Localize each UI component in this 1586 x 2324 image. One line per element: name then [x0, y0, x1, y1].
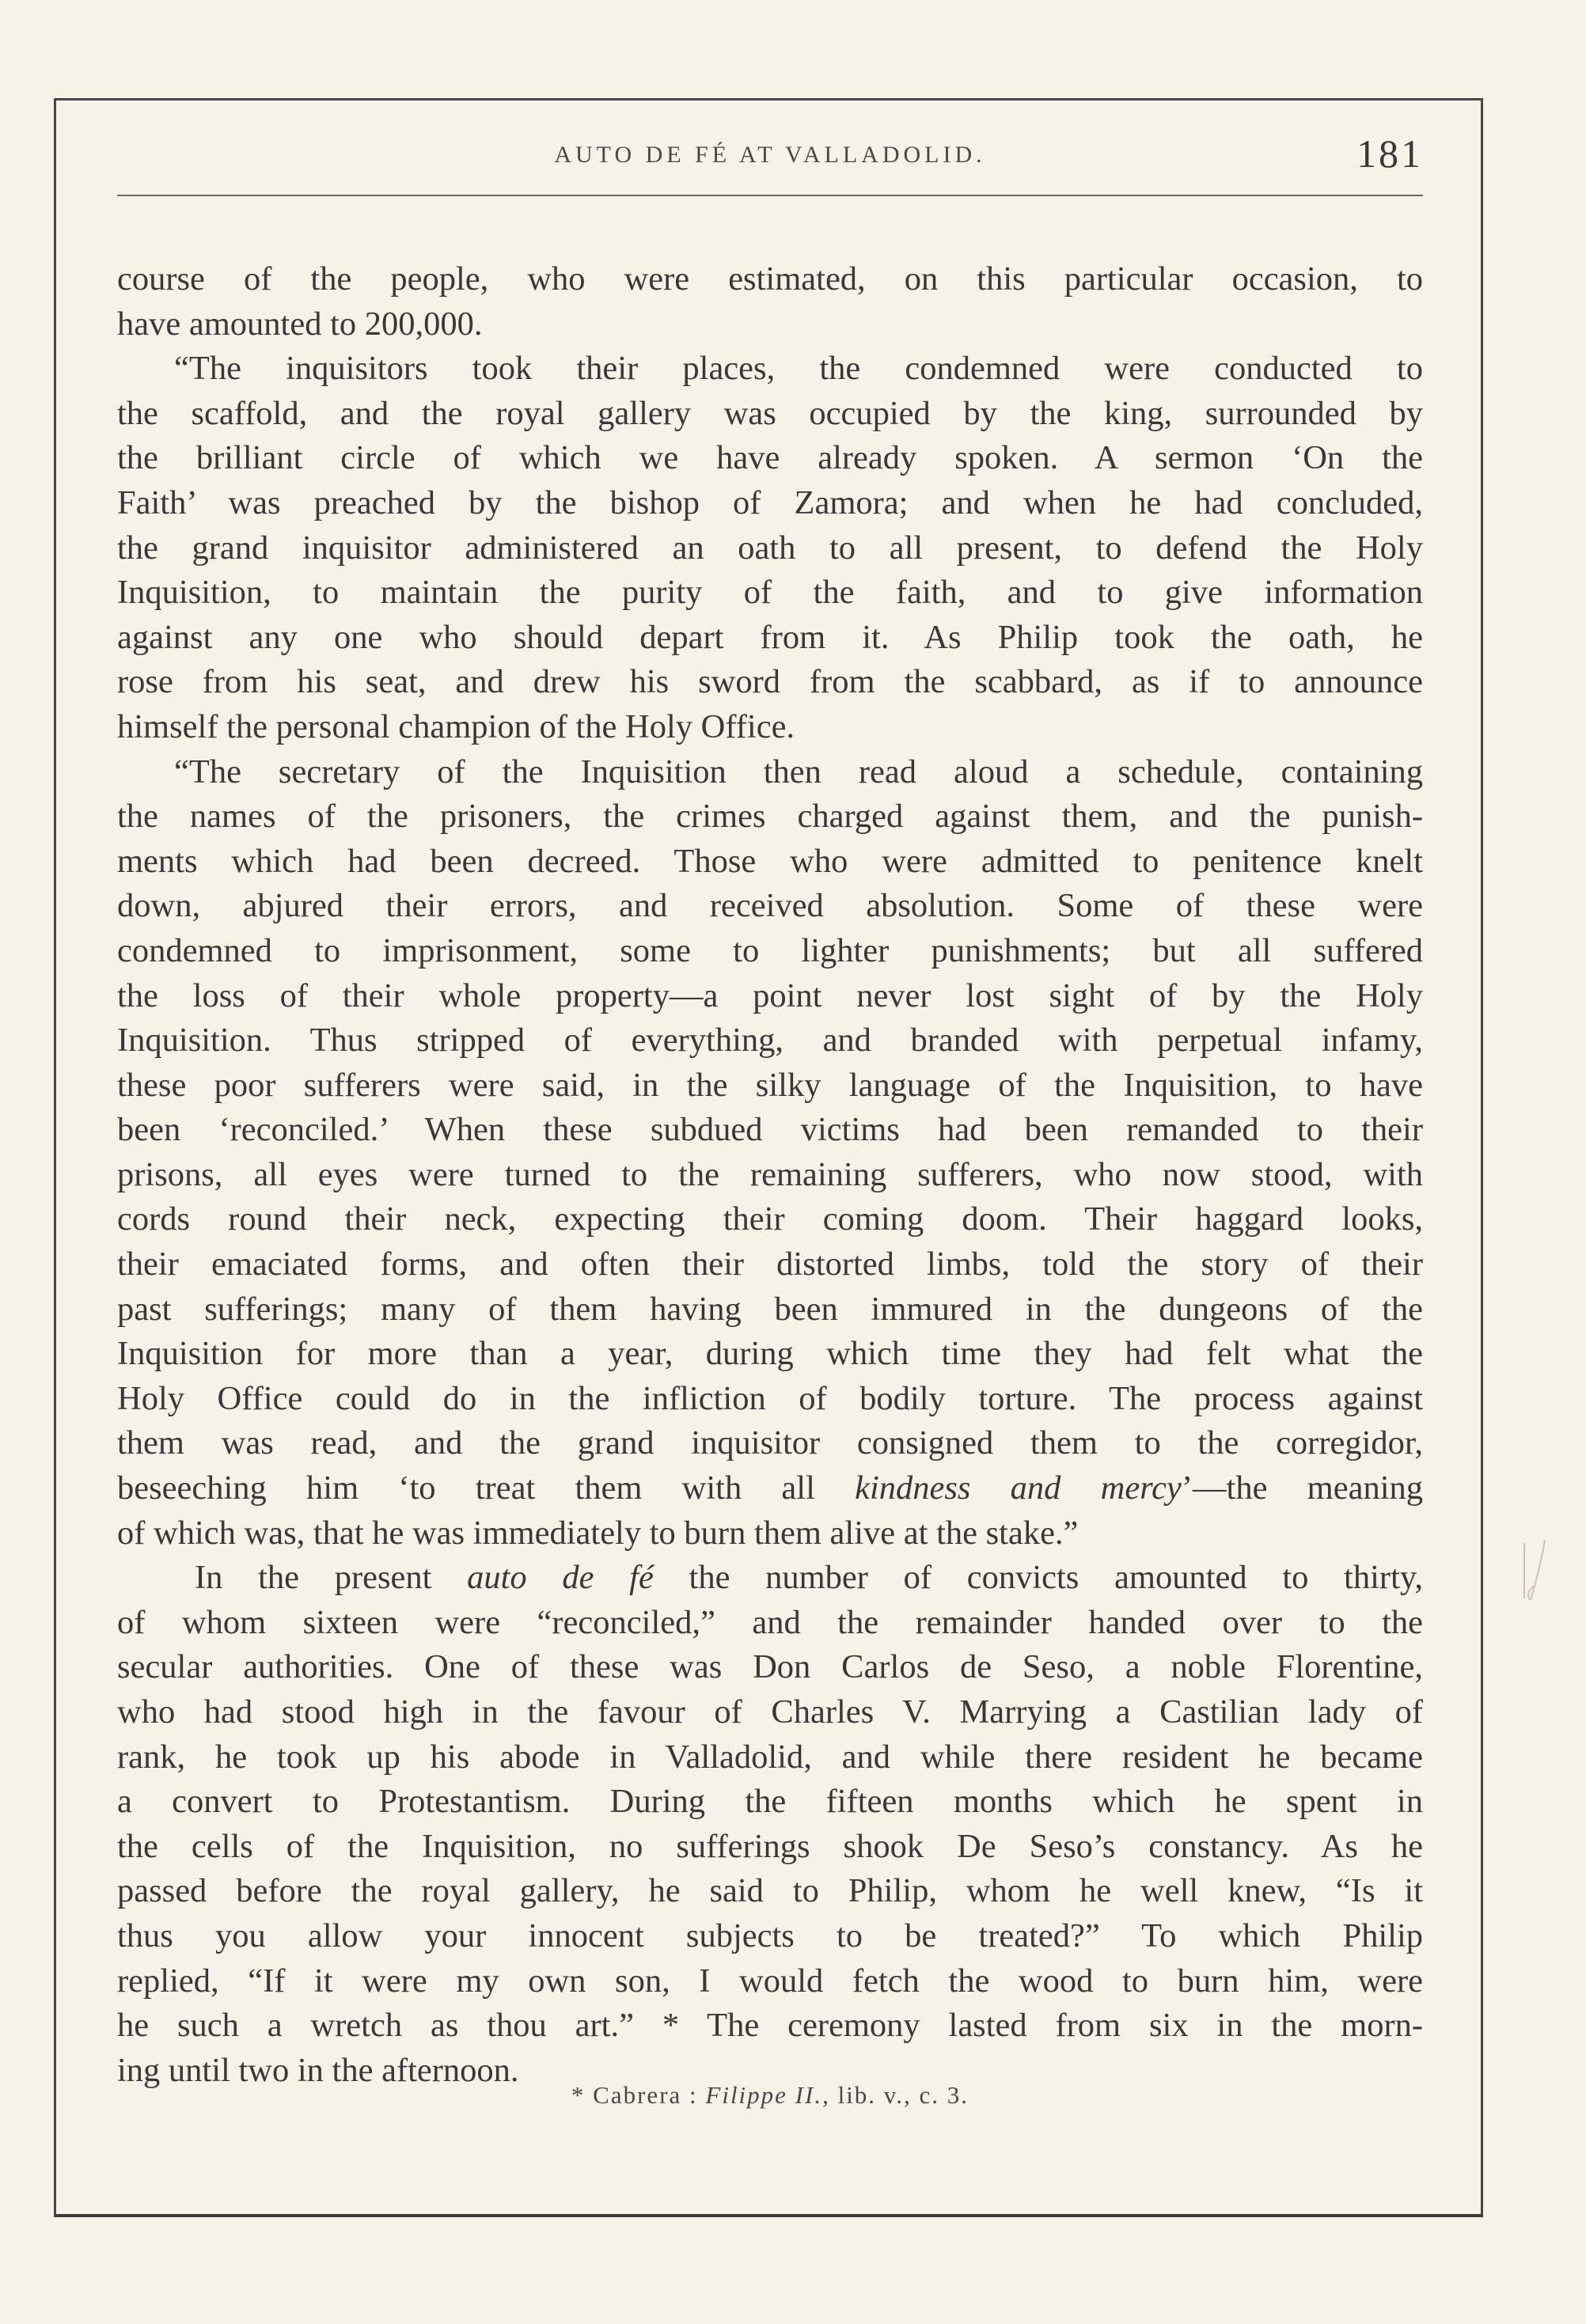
text-line: Holy Office could do in the infliction of bodily torture. The process against [117, 1379, 1423, 1417]
text-line: condemned to imprisonment, some to lighter punishments; but all suffered [117, 931, 1423, 969]
text-line: the cells of the Inquisition, no sufferings shook De Seso’s constancy. As he [117, 1827, 1423, 1865]
body-text [117, 257, 1423, 2093]
text-line: Faith’ was preached by the bishop of Zamora; and when he had concluded, [117, 483, 1423, 521]
header-rule [117, 195, 1423, 196]
text-line: a convert to Protestantism. During the fifteen months which he spent in [117, 1783, 1423, 1821]
text-line: prisons, all eyes were turned to the remaining sufferers, who now stood, with [117, 1155, 1423, 1193]
text-line: their emaciated forms, and often their distorted limbs, told the story of their [117, 1245, 1423, 1283]
text-line: against any one who should depart from it. As Philip took the oath, he [117, 618, 1423, 656]
text-line: he such a wretch as thou art.” * The ceremony lasted from six in the morn- [117, 2007, 1423, 2045]
text-line: the scaffold, and the royal gallery was occupied by the king, surrounded by [117, 394, 1423, 432]
text-span: In the present [195, 1559, 432, 1597]
text-line: secular authorities. One of these was Don Carlos de Seso, a noble Florentine, [117, 1648, 1423, 1686]
text-line: of which was, that he was immediately to burn them alive at the stake.” [117, 1514, 1079, 1552]
text-line: ing until two in the afternoon. [117, 2051, 519, 2089]
text-line: past sufferings; many of them having been immured in the dungeons of the [117, 1290, 1423, 1328]
page-number: 181 [1356, 131, 1423, 176]
text-line: himself the personal champion of the Holy Office. [117, 707, 795, 745]
text-span: beseeching him ‘to treat them with all [117, 1469, 815, 1507]
text-line: cords round their neck, expecting their coming doom. Their haggard looks, [117, 1200, 1423, 1238]
text-line: passed before the royal gallery, he said to Philip, whom he well knew, “Is it [117, 1872, 1423, 1910]
text-line: rose from his seat, and drew his sword from the scabbard, as if to announce [117, 663, 1423, 701]
text-line: the brilliant circle of which we have already spoken. A sermon ‘On the [117, 439, 1423, 477]
text-line: have amounted to 200,000. [117, 305, 483, 343]
text-line: “The inquisitors took their places, the condemned were conducted to [174, 350, 1423, 388]
text-line: Inquisition for more than a year, during which time they had felt what the [117, 1335, 1423, 1373]
text-line: thus you allow your innocent subjects to be treated?” To which Philip [117, 1916, 1423, 1954]
text-line: who had stood high in the favour of Charles V. Marrying a Castilian lady of [117, 1693, 1423, 1731]
text-line: rank, he took up his abode in Valladolid, and while there resident he became [117, 1738, 1423, 1776]
running-head: AUTO DE FÉ AT VALLADOLID. [554, 142, 986, 168]
italic-phrase: kindness and mercy [855, 1469, 1182, 1507]
text-line: Inquisition. Thus stripped of everything, and branded with perpetual infamy, [117, 1022, 1423, 1060]
text-span: the number of convicts amounted to thirty, [689, 1559, 1423, 1597]
margin-pencil-mark [1521, 1535, 1550, 1606]
text-line: of whom sixteen were “reconciled,” and the remainder handed over to the [117, 1603, 1423, 1641]
footnote-title: Filippe II. [705, 2081, 823, 2109]
text-line: course of the people, who were estimated, on this particular occasion, to [117, 260, 1423, 298]
footnote-suffix: , lib. v., c. 3. [822, 2081, 969, 2109]
footnote [117, 2081, 1423, 2110]
text-span: ’—the meaning [1181, 1469, 1424, 1507]
footnote-prefix: * Cabrera : [571, 2081, 698, 2109]
text-line: the loss of their whole property—a point never lost sight of by the Holy [117, 976, 1423, 1014]
page-header [117, 131, 1423, 188]
text-line: down, abjured their errors, and received absolution. Some of these were [117, 887, 1423, 925]
text-line: the names of the prisoners, the crimes charged against them, and the punish- [117, 798, 1423, 836]
text-line: the grand inquisitor administered an oath to all present, to defend the Holy [117, 529, 1423, 567]
text-line: ments which had been decreed. Those who were admitted to penitence knelt [117, 842, 1423, 880]
text-line: them was read, and the grand inquisitor consigned them to the corregidor, [117, 1424, 1423, 1462]
text-line: been ‘reconciled.’ When these subdued victims had been remanded to their [117, 1111, 1423, 1149]
text-line: Inquisition, to maintain the purity of the faith, and to give information [117, 574, 1423, 612]
text-line [117, 1466, 1423, 1511]
text-line: these poor sufferers were said, in the silky language of the Inquisition, to have [117, 1066, 1423, 1104]
text-line: “The secretary of the Inquisition then read aloud a schedule, containing [174, 753, 1423, 790]
text-line: replied, “If it were my own son, I would fetch the wood to burn him, were [117, 1962, 1423, 2000]
text-line [117, 1556, 1423, 1601]
italic-phrase: auto de fé [467, 1559, 654, 1597]
